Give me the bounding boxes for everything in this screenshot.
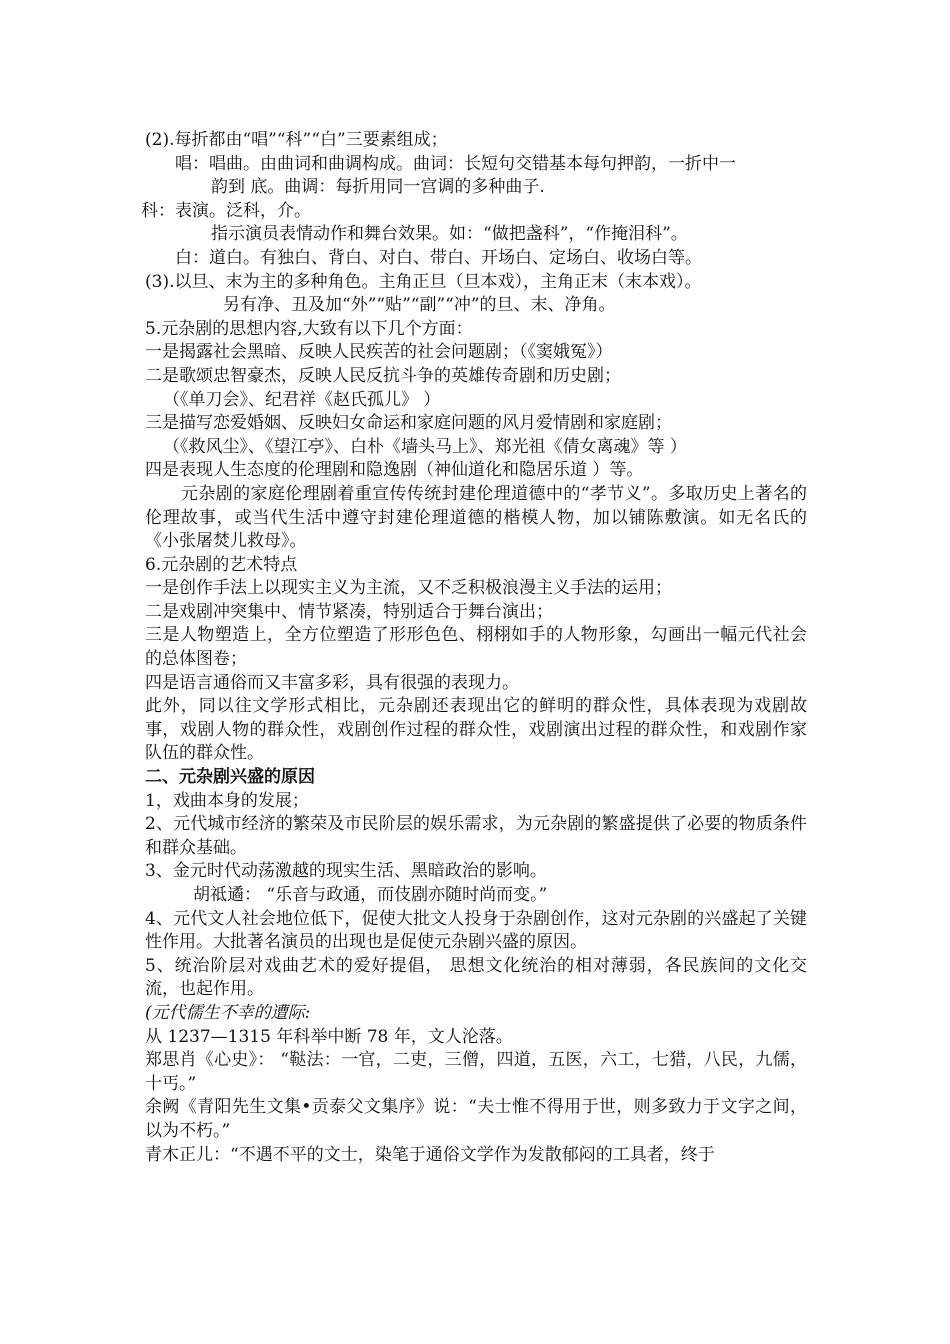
reason-1: 1，戏曲本身的发展； bbox=[145, 790, 309, 811]
reason-3: 3、金元时代动荡激越的现实生活、黑暗政治的影响。 bbox=[145, 861, 547, 882]
art-feature-4: 四是语言通俗而又丰富多彩，具有很强的表现力。 bbox=[145, 672, 519, 693]
quote-aoki-masaru: 青木正儿：“不遇不平的文士，染笔于通俗文学作为发散郁闷的工具者，终于 bbox=[145, 1144, 715, 1165]
document-body bbox=[141, 129, 807, 1167]
art-feature-3: 三是人物塑造上，全方位塑造了形形色色、栩栩如手的人物形象，勾画出一幅元代社会的总体图卷； bbox=[145, 625, 807, 670]
section-6-heading: 6.元杂剧的艺术特点 bbox=[145, 554, 298, 575]
reason-4: 4、元代文人社会地位低下，促使大批文人投身于杂剧创作，这对元杂剧的兴盛起了关键性作用。大批著名演员的出现也是促使元杂剧兴盛的原因。 bbox=[145, 908, 807, 953]
content-item-4: 四是表现人生态度的伦理剧和隐逸剧（神仙道化和隐居乐道 ）等。 bbox=[145, 460, 644, 481]
line-chang: 唱：唱曲。由曲词和曲调构成。曲词：长短句交错基本每句押韵，一折中一 bbox=[175, 153, 736, 174]
content-item-2-examples: （《单刀会》、纪君祥《赵氏孤儿》 ） bbox=[163, 389, 441, 410]
content-item-2: 二是歌颂忠智豪杰，反映人民反抗斗争的英雄传奇剧和历史剧； bbox=[145, 365, 621, 386]
quote-hu-zhiyu: 胡祗遹： “乐音与政通，而伎剧亦随时尚而变。” bbox=[193, 885, 548, 905]
paragraph-mass-character: 此外，同以往文学形式相比，元杂剧还表现出它的鲜明的群众性，具体表现为戏剧故事，戏剧人物的群众性，戏剧创作过程的群众性，戏剧演出过程的群众性，和戏剧作家队伍的群众性。 bbox=[145, 696, 807, 764]
content-item-3-examples: （《救风尘》、《望江亭》、白朴《墙头马上》、郑光祖《倩女离魂》等 ） bbox=[163, 436, 687, 457]
content-item-3: 三是描写恋爱婚姻、反映妇女命运和家庭问题的风月爱情剧和家庭剧； bbox=[145, 413, 672, 434]
art-feature-1: 一是创作手法上以现实主义为主流，又不乏积极浪漫主义手法的运用； bbox=[145, 578, 672, 599]
note-scholars-heading: (元代儒生不幸的遭际: bbox=[145, 1002, 311, 1023]
paragraph-family-ethics: 元杂剧的家庭伦理剧着重宣传传统封建伦理道德中的“孝节义”。多取历史上著名的伦理故事，或当代生活中遵守封建伦理道德的楷模人物，加以铺陈敷演。如无名氏的《小张屠焚儿救母》。 bbox=[145, 483, 807, 552]
content-item-1: 一是揭露社会黑暗、反映人民疾苦的社会问题剧；（《窦娥冤》） bbox=[145, 342, 613, 363]
line-chang-cont: 韵到 底。曲调：每折用同一宫调的多种曲子. bbox=[211, 177, 545, 198]
section-heading-prosperity: 二、元杂剧兴盛的原因 bbox=[145, 767, 315, 788]
quote-zheng-sixiao: 郑思肖《心史》： “鞑法：一官，二吏，三僧，四道，五医，六工，七猎，八民，九儒，十丐。” bbox=[145, 1050, 807, 1094]
note-exam-interruption: 从 1237—1315 年科举中断 78 年，文人沦落。 bbox=[145, 1026, 513, 1047]
line-roles-cont: 另有净、丑及加“外”“贴”“副”“冲”的旦、末、净角。 bbox=[223, 295, 616, 316]
section-5-heading: 5.元杂剧的思想内容,大致有以下几个方面： bbox=[145, 318, 473, 339]
reason-5: 5、统治阶层对戏曲艺术的爱好提倡， 思想文化统治的相对薄弱，各民族间的文化交流，也起作用。 bbox=[145, 955, 807, 1000]
reason-2: 2、元代城市经济的繁荣及市民阶层的娱乐需求，为元杂剧的繁盛提供了必要的物质条件和群众基础。 bbox=[145, 814, 807, 858]
line-ke-desc: 指示演员表情动作和舞台效果。如：“做把盏科”，“作掩泪科”。 bbox=[211, 224, 688, 245]
line-structure-intro: (2).每折都由“唱”“科”“白”三要素组成； bbox=[145, 130, 448, 150]
line-bai: 白：道白。有独白、背白、对白、带白、开场白、定场白、收场白等。 bbox=[175, 247, 702, 268]
art-feature-2: 二是戏剧冲突集中、情节紧凑，特别适合于舞台演出； bbox=[145, 601, 553, 622]
line-ke: 科：表演。泛科，介。 bbox=[141, 200, 311, 221]
line-roles: (3).以旦、末为主的多种角色。主角正旦（旦本戏），主角正末（末本戏）。 bbox=[145, 271, 702, 292]
quote-yu-que: 余阙《青阳先生文集•贡泰父文集序》说：“夫士惟不得用于世，则多致力于文字之间，以为不朽。” bbox=[145, 1097, 807, 1141]
